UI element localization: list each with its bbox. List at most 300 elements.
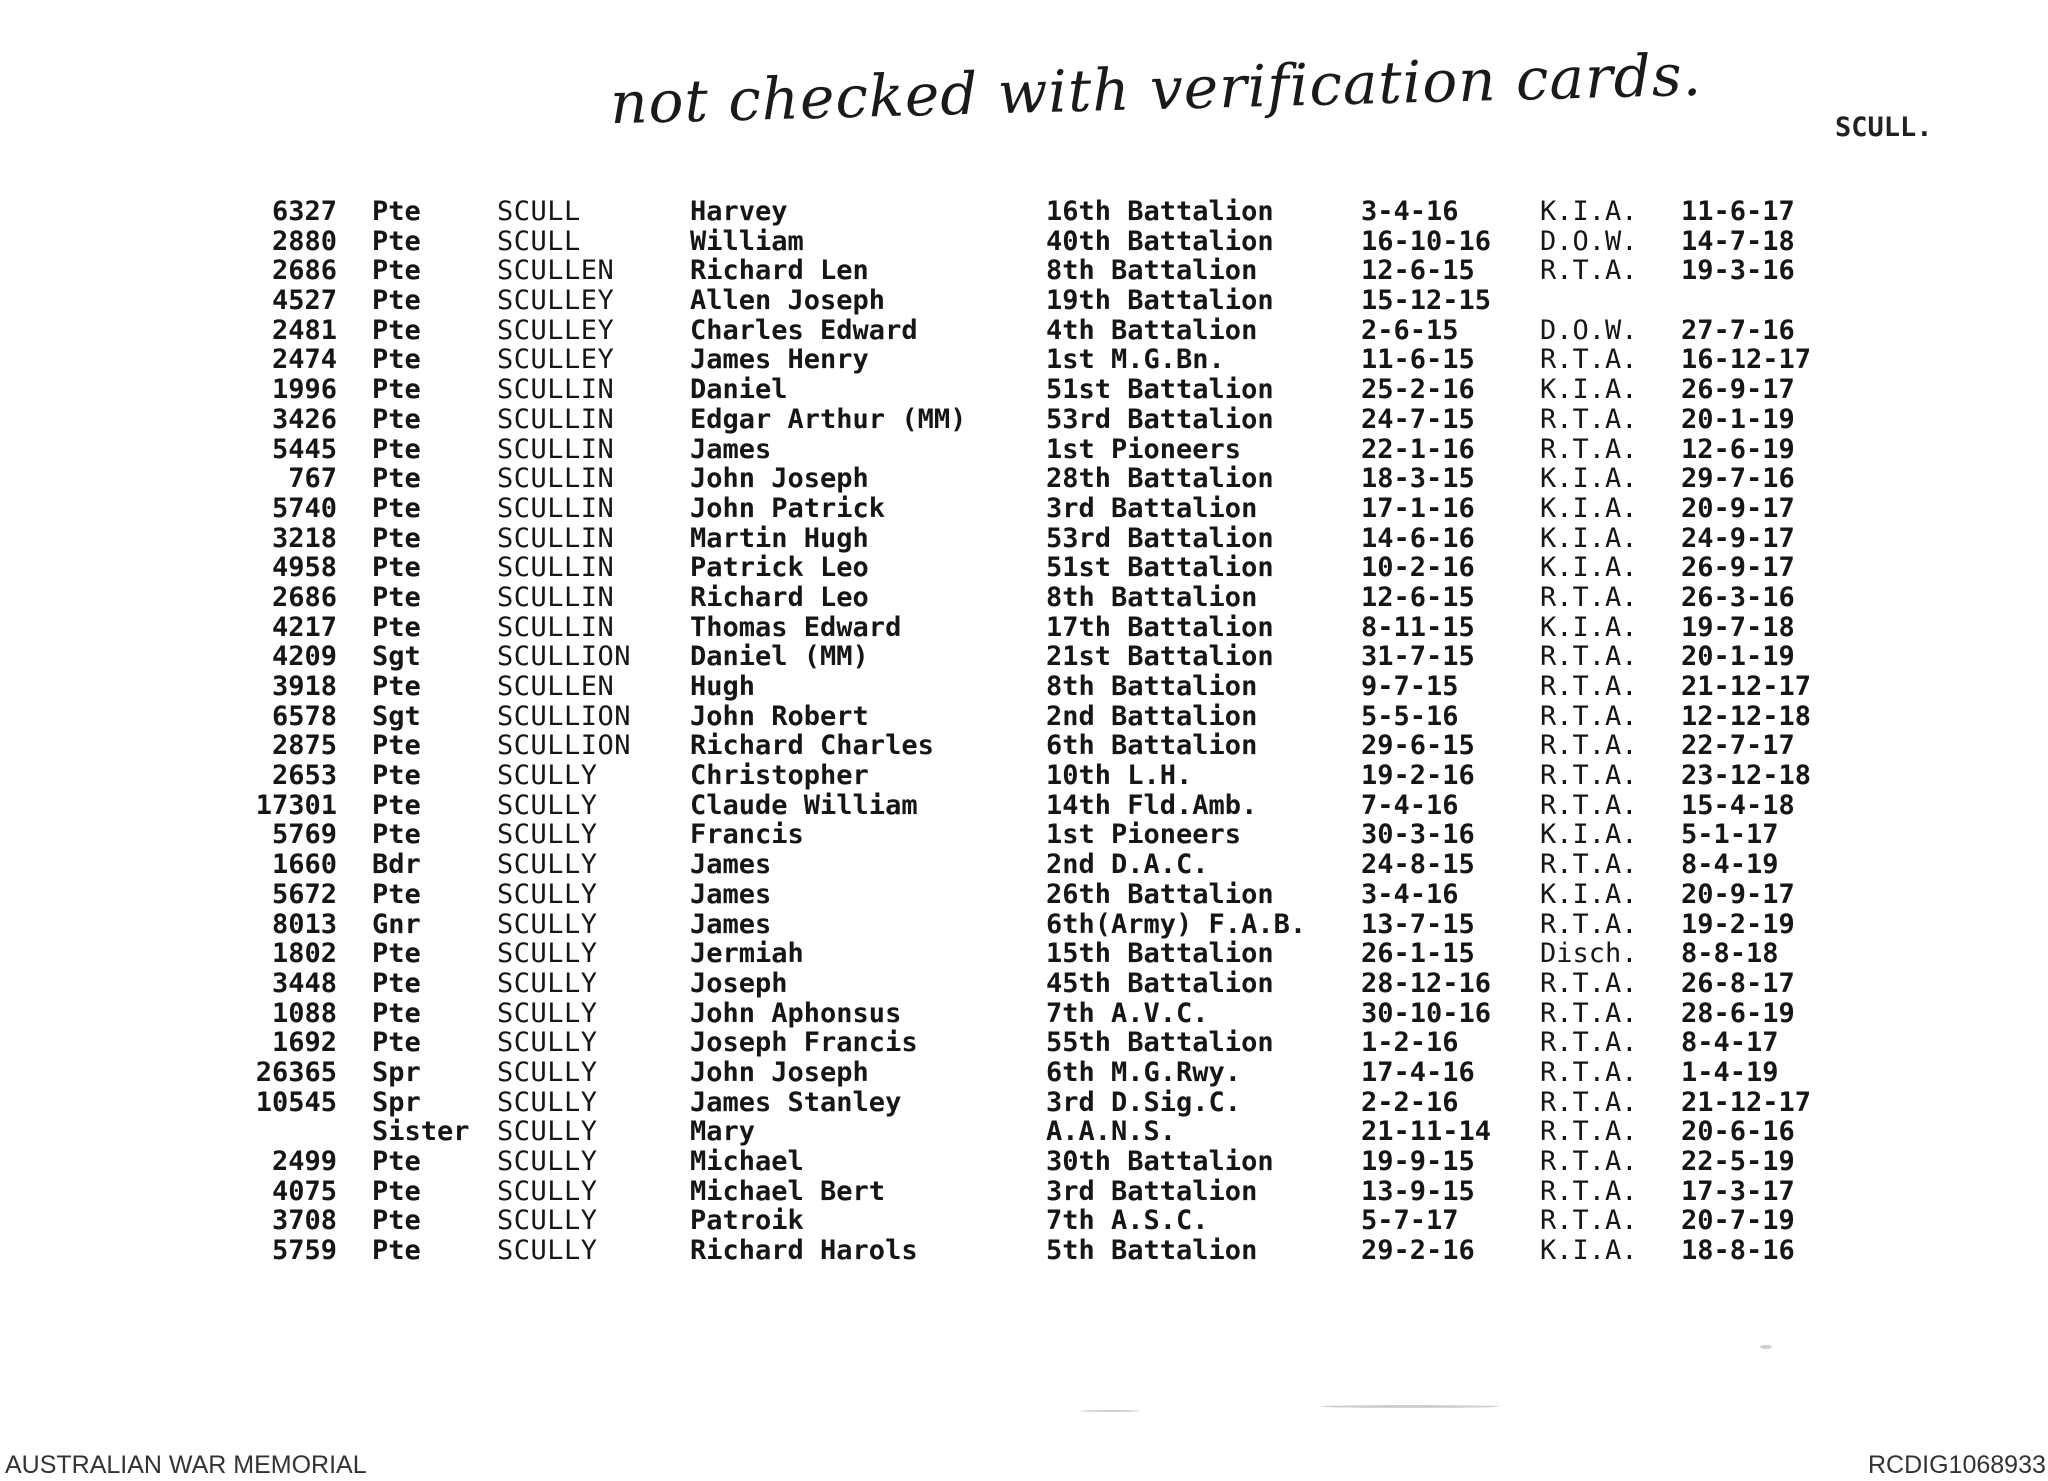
enlistment-date: 10-2-16	[1361, 552, 1475, 584]
nominal-roll-list	[0, 197, 2048, 1266]
enlistment-date: 17-4-16	[1361, 1056, 1475, 1088]
record-row	[0, 494, 2048, 524]
surname: SCULLY	[497, 1146, 598, 1177]
record-row	[0, 702, 2048, 732]
record-row	[0, 1088, 2048, 1118]
service-number: 1088	[271, 997, 337, 1029]
rank: Sgt	[372, 700, 421, 732]
unit: 3rd Battalion	[1046, 1175, 1258, 1207]
unit: 4th Battalion	[1046, 314, 1258, 346]
surname: SCULLIN	[497, 433, 615, 465]
given-names: Martin Hugh	[690, 522, 869, 554]
enlistment-date: 16-10-16	[1361, 225, 1492, 257]
rank: Pte	[372, 938, 421, 970]
rank: Pte	[372, 1146, 421, 1177]
fate-date: 12-6-19	[1681, 433, 1795, 465]
given-names: Claude William	[690, 789, 918, 821]
fate: K.I.A.	[1540, 522, 1638, 554]
service-number: 4075	[271, 1175, 337, 1207]
fate: R.T.A.	[1540, 1146, 1638, 1177]
rank: Sister	[372, 1116, 470, 1148]
surname: SCULLY	[497, 908, 598, 940]
surname: SCULLION	[497, 641, 632, 673]
fate: K.I.A.	[1540, 552, 1638, 584]
service-number: 10545	[255, 1086, 337, 1118]
enlistment-date: 1-2-16	[1361, 1027, 1459, 1059]
given-names: Richard Len	[690, 255, 869, 287]
fate: Disch.	[1540, 938, 1638, 970]
fate: R.T.A.	[1540, 760, 1638, 792]
surname: SCULLIN	[497, 403, 615, 435]
enlistment-date: 7-4-16	[1361, 789, 1459, 821]
fate: K.I.A.	[1540, 819, 1638, 851]
service-number: 1996	[271, 374, 337, 406]
fate: R.T.A.	[1540, 908, 1638, 940]
fate-date: 17-3-17	[1681, 1175, 1795, 1207]
record-row	[0, 256, 2048, 286]
surname: SCULLY	[497, 1086, 598, 1118]
fate-date: 19-2-19	[1681, 908, 1795, 940]
service-number: 5769	[271, 819, 337, 851]
fate: K.I.A.	[1540, 878, 1638, 910]
surname: SCULLY	[497, 967, 598, 999]
surname: SCULLIN	[497, 522, 615, 554]
fate: K.I.A.	[1540, 196, 1638, 227]
service-number: 2686	[271, 581, 337, 613]
fate: R.T.A.	[1540, 1056, 1638, 1088]
given-names: Allen Joseph	[690, 285, 886, 317]
fate-date: 29-7-16	[1681, 463, 1795, 495]
given-names: John Robert	[690, 700, 869, 732]
surname: SCULLY	[497, 819, 598, 851]
fate: R.T.A.	[1540, 997, 1638, 1029]
surname: SCULLY	[497, 938, 598, 970]
given-names: Michael	[690, 1146, 804, 1177]
fate-date: 20-7-19	[1681, 1205, 1795, 1237]
service-number: 4217	[271, 611, 337, 643]
record-row	[0, 1058, 2048, 1088]
enlistment-date: 3-4-16	[1361, 878, 1459, 910]
record-row	[0, 345, 2048, 375]
service-number: 5445	[271, 433, 337, 465]
record-row	[0, 435, 2048, 465]
surname: SCULLIN	[497, 492, 615, 524]
record-row	[0, 1117, 2048, 1147]
record-row	[0, 1147, 2048, 1177]
surname: SCULLEN	[497, 255, 615, 287]
given-names: John Joseph	[690, 463, 869, 495]
given-names: James	[690, 908, 772, 940]
record-row	[0, 731, 2048, 761]
fate-date: 12-12-18	[1681, 700, 1812, 732]
handwritten-annotation: not checked with verification cards.	[609, 40, 1703, 138]
given-names: Daniel	[690, 374, 788, 406]
service-number: 1692	[271, 1027, 337, 1059]
unit: 2nd D.A.C.	[1046, 849, 1209, 881]
rank: Gnr	[372, 908, 421, 940]
fate: K.I.A.	[1540, 492, 1638, 524]
fate-date: 11-6-17	[1681, 196, 1795, 227]
record-row	[0, 969, 2048, 999]
unit: 7th A.V.C.	[1046, 997, 1209, 1029]
unit: 26th Battalion	[1046, 878, 1274, 910]
service-number: 2875	[271, 730, 337, 762]
given-names: Jermiah	[690, 938, 804, 970]
record-row	[0, 672, 2048, 702]
fate: R.T.A.	[1540, 1116, 1638, 1148]
fate: R.T.A.	[1540, 730, 1638, 762]
fate: R.T.A.	[1540, 433, 1638, 465]
enlistment-date: 22-1-16	[1361, 433, 1475, 465]
record-row	[0, 999, 2048, 1029]
enlistment-date: 11-6-15	[1361, 344, 1475, 376]
given-names: Joseph Francis	[690, 1027, 918, 1059]
record-row	[0, 1206, 2048, 1236]
fate-date: 28-6-19	[1681, 997, 1795, 1029]
service-number: 1660	[271, 849, 337, 881]
service-number: 1802	[271, 938, 337, 970]
rank: Pte	[372, 760, 421, 792]
record-row	[0, 583, 2048, 613]
fate: K.I.A.	[1540, 611, 1638, 643]
record-row	[0, 316, 2048, 346]
fate-date: 21-12-17	[1681, 1086, 1812, 1118]
given-names: James	[690, 433, 772, 465]
enlistment-date: 18-3-15	[1361, 463, 1475, 495]
fate-date: 22-5-19	[1681, 1146, 1795, 1177]
rank: Spr	[372, 1086, 421, 1118]
given-names: Richard Charles	[690, 730, 934, 762]
record-row	[0, 939, 2048, 969]
unit: 1st M.G.Bn.	[1046, 344, 1225, 376]
unit: 6th(Army) F.A.B.	[1046, 908, 1307, 940]
surname: SCULLION	[497, 730, 632, 762]
fate-date: 15-4-18	[1681, 789, 1795, 821]
given-names: James	[690, 849, 772, 881]
service-number: 3218	[271, 522, 337, 554]
fate-date: 20-6-16	[1681, 1116, 1795, 1148]
rank: Pte	[372, 730, 421, 762]
service-number: 5759	[271, 1235, 337, 1267]
surname: SCULLY	[497, 1205, 598, 1237]
record-row	[0, 227, 2048, 257]
enlistment-date: 2-2-16	[1361, 1086, 1459, 1118]
unit: 6th Battalion	[1046, 730, 1258, 762]
enlistment-date: 29-6-15	[1361, 730, 1475, 762]
record-row	[0, 197, 2048, 227]
rank: Pte	[372, 374, 421, 406]
surname: SCULL	[497, 225, 581, 257]
surname: SCULLY	[497, 1116, 598, 1148]
record-row	[0, 642, 2048, 672]
unit: 30th Battalion	[1046, 1146, 1274, 1177]
rank: Pte	[372, 819, 421, 851]
unit: 16th Battalion	[1046, 196, 1274, 227]
fate: K.I.A.	[1540, 463, 1638, 495]
service-number: 767	[288, 463, 337, 495]
scan-mark	[1320, 1405, 1500, 1408]
fate-date: 8-4-19	[1681, 849, 1779, 881]
rank: Pte	[372, 344, 421, 376]
enlistment-date: 5-5-16	[1361, 700, 1459, 732]
fate-date: 8-4-17	[1681, 1027, 1779, 1059]
unit: 3rd D.Sig.C.	[1046, 1086, 1242, 1118]
unit: 7th A.S.C.	[1046, 1205, 1209, 1237]
given-names: Francis	[690, 819, 804, 851]
given-names: Charles Edward	[690, 314, 918, 346]
unit: 51st Battalion	[1046, 552, 1274, 584]
unit: 1st Pioneers	[1046, 433, 1242, 465]
rank: Pte	[372, 671, 421, 702]
rank: Pte	[372, 492, 421, 524]
enlistment-date: 30-10-16	[1361, 997, 1492, 1029]
record-row	[0, 464, 2048, 494]
fate-date: 27-7-16	[1681, 314, 1795, 346]
surname: SCULLEN	[497, 671, 615, 702]
service-number: 2474	[271, 344, 337, 376]
surname: SCULLIN	[497, 552, 615, 584]
service-number: 2481	[271, 314, 337, 346]
fate-date: 26-3-16	[1681, 581, 1795, 613]
unit: A.A.N.S.	[1046, 1116, 1177, 1148]
unit: 53rd Battalion	[1046, 403, 1274, 435]
given-names: James	[690, 878, 772, 910]
rank: Sgt	[372, 641, 421, 673]
enlistment-date: 15-12-15	[1361, 285, 1492, 317]
record-row	[0, 1236, 2048, 1266]
rank: Pte	[372, 878, 421, 910]
rank: Pte	[372, 997, 421, 1029]
given-names: John Aphonsus	[690, 997, 902, 1029]
rank: Pte	[372, 255, 421, 287]
service-number: 26365	[255, 1056, 337, 1088]
given-names: Michael Bert	[690, 1175, 886, 1207]
surname: SCULL	[497, 196, 581, 227]
enlistment-date: 3-4-16	[1361, 196, 1459, 227]
fate: R.T.A.	[1540, 255, 1638, 287]
scan-mark	[1080, 1410, 1140, 1412]
unit: 14th Fld.Amb.	[1046, 789, 1258, 821]
fate-date: 5-1-17	[1681, 819, 1779, 851]
record-identifier: RCDIG1068933	[1868, 1451, 2046, 1479]
record-row	[0, 761, 2048, 791]
enlistment-date: 26-1-15	[1361, 938, 1475, 970]
service-number: 6578	[271, 700, 337, 732]
record-row	[0, 405, 2048, 435]
enlistment-date: 14-6-16	[1361, 522, 1475, 554]
given-names: Mary	[690, 1116, 756, 1148]
unit: 19th Battalion	[1046, 285, 1274, 317]
enlistment-date: 30-3-16	[1361, 819, 1475, 851]
service-number: 5672	[271, 878, 337, 910]
enlistment-date: 31-7-15	[1361, 641, 1475, 673]
given-names: Patroik	[690, 1205, 804, 1237]
surname: SCULLIN	[497, 374, 615, 406]
enlistment-date: 13-7-15	[1361, 908, 1475, 940]
enlistment-date: 24-7-15	[1361, 403, 1475, 435]
fate-date: 23-12-18	[1681, 760, 1812, 792]
fate-date: 26-9-17	[1681, 374, 1795, 406]
service-number: 3426	[271, 403, 337, 435]
given-names: William	[690, 225, 804, 257]
record-row	[0, 375, 2048, 405]
given-names: Harvey	[690, 196, 788, 227]
given-names: Daniel (MM)	[690, 641, 869, 673]
rank: Pte	[372, 225, 421, 257]
fate: R.T.A.	[1540, 1175, 1638, 1207]
fate-date: 20-1-19	[1681, 403, 1795, 435]
fate-date: 20-9-17	[1681, 878, 1795, 910]
record-row	[0, 880, 2048, 910]
unit: 15th Battalion	[1046, 938, 1274, 970]
given-names: Richard Harols	[690, 1235, 918, 1267]
unit: 51st Battalion	[1046, 374, 1274, 406]
fate: K.I.A.	[1540, 1235, 1638, 1267]
service-number: 2686	[271, 255, 337, 287]
rank: Pte	[372, 1205, 421, 1237]
service-number: 2653	[271, 760, 337, 792]
fate: R.T.A.	[1540, 581, 1638, 613]
service-number: 5740	[271, 492, 337, 524]
enlistment-date: 2-6-15	[1361, 314, 1459, 346]
record-row	[0, 820, 2048, 850]
unit: 2nd Battalion	[1046, 700, 1258, 732]
enlistment-date: 12-6-15	[1361, 581, 1475, 613]
enlistment-date: 8-11-15	[1361, 611, 1475, 643]
surname: SCULLEY	[497, 344, 615, 376]
page-heading: SCULL.	[1835, 112, 1933, 143]
surname: SCULLY	[497, 1175, 598, 1207]
fate-date: 16-12-17	[1681, 344, 1812, 376]
fate-date: 18-8-16	[1681, 1235, 1795, 1267]
surname: SCULLY	[497, 1027, 598, 1059]
surname: SCULLY	[497, 760, 598, 792]
enlistment-date: 19-9-15	[1361, 1146, 1475, 1177]
enlistment-date: 12-6-15	[1361, 255, 1475, 287]
given-names: James Stanley	[690, 1086, 902, 1118]
given-names: Edgar Arthur (MM)	[690, 403, 967, 435]
unit: 8th Battalion	[1046, 671, 1258, 702]
record-row	[0, 850, 2048, 880]
rank: Pte	[372, 1027, 421, 1059]
surname: SCULLY	[497, 878, 598, 910]
fate-date: 14-7-18	[1681, 225, 1795, 257]
fate: R.T.A.	[1540, 789, 1638, 821]
rank: Pte	[372, 581, 421, 613]
unit: 45th Battalion	[1046, 967, 1274, 999]
unit: 55th Battalion	[1046, 1027, 1274, 1059]
fate: K.I.A.	[1540, 374, 1638, 406]
unit: 21st Battalion	[1046, 641, 1274, 673]
fate: R.T.A.	[1540, 1027, 1638, 1059]
unit: 17th Battalion	[1046, 611, 1274, 643]
rank: Pte	[372, 789, 421, 821]
fate-date: 24-9-17	[1681, 522, 1795, 554]
given-names: James Henry	[690, 344, 869, 376]
enlistment-date: 29-2-16	[1361, 1235, 1475, 1267]
fate-date: 1-4-19	[1681, 1056, 1779, 1088]
record-row	[0, 910, 2048, 940]
given-names: Joseph	[690, 967, 788, 999]
surname: SCULLION	[497, 700, 632, 732]
rank: Pte	[372, 403, 421, 435]
fate: R.T.A.	[1540, 849, 1638, 881]
unit: 40th Battalion	[1046, 225, 1274, 257]
unit: 1st Pioneers	[1046, 819, 1242, 851]
given-names: Hugh	[690, 671, 756, 702]
fate-date: 26-9-17	[1681, 552, 1795, 584]
rank: Pte	[372, 552, 421, 584]
service-number: 4527	[271, 285, 337, 317]
surname: SCULLY	[497, 997, 598, 1029]
fate: R.T.A.	[1540, 641, 1638, 673]
fate-date: 26-8-17	[1681, 967, 1795, 999]
service-number: 6327	[271, 196, 337, 227]
service-number: 4209	[271, 641, 337, 673]
record-row	[0, 613, 2048, 643]
unit: 5th Battalion	[1046, 1235, 1258, 1267]
fate-date: 19-3-16	[1681, 255, 1795, 287]
service-number: 3708	[271, 1205, 337, 1237]
fate: R.T.A.	[1540, 1205, 1638, 1237]
fate-date: 19-7-18	[1681, 611, 1795, 643]
record-row	[0, 524, 2048, 554]
unit: 8th Battalion	[1046, 581, 1258, 613]
rank: Pte	[372, 196, 421, 227]
rank: Pte	[372, 1235, 421, 1267]
unit: 53rd Battalion	[1046, 522, 1274, 554]
service-number: 2499	[271, 1146, 337, 1177]
unit: 10th L.H.	[1046, 760, 1193, 792]
rank: Pte	[372, 1175, 421, 1207]
surname: SCULLEY	[497, 314, 615, 346]
unit: 8th Battalion	[1046, 255, 1258, 287]
rank: Pte	[372, 314, 421, 346]
enlistment-date: 9-7-15	[1361, 671, 1459, 702]
enlistment-date: 21-11-14	[1361, 1116, 1492, 1148]
enlistment-date: 19-2-16	[1361, 760, 1475, 792]
fate-date: 21-12-17	[1681, 671, 1812, 702]
enlistment-date: 25-2-16	[1361, 374, 1475, 406]
rank: Pte	[372, 285, 421, 317]
fate-date: 20-1-19	[1681, 641, 1795, 673]
unit: 28th Battalion	[1046, 463, 1274, 495]
service-number: 8013	[271, 908, 337, 940]
record-row	[0, 1177, 2048, 1207]
fate: R.T.A.	[1540, 344, 1638, 376]
service-number: 17301	[255, 789, 337, 821]
surname: SCULLY	[497, 789, 598, 821]
service-number: 2880	[271, 225, 337, 257]
record-row	[0, 286, 2048, 316]
given-names: John Joseph	[690, 1056, 869, 1088]
surname: SCULLEY	[497, 285, 615, 317]
rank: Pte	[372, 967, 421, 999]
given-names: John Patrick	[690, 492, 886, 524]
surname: SCULLY	[497, 849, 598, 881]
fate: D.O.W.	[1540, 314, 1638, 346]
fate: R.T.A.	[1540, 1086, 1638, 1118]
surname: SCULLIN	[497, 463, 615, 495]
unit: 6th M.G.Rwy.	[1046, 1056, 1242, 1088]
enlistment-date: 24-8-15	[1361, 849, 1475, 881]
surname: SCULLY	[497, 1235, 598, 1267]
rank: Pte	[372, 522, 421, 554]
record-row	[0, 1028, 2048, 1058]
fate: D.O.W.	[1540, 225, 1638, 257]
fate: R.T.A.	[1540, 700, 1638, 732]
fate: R.T.A.	[1540, 671, 1638, 702]
